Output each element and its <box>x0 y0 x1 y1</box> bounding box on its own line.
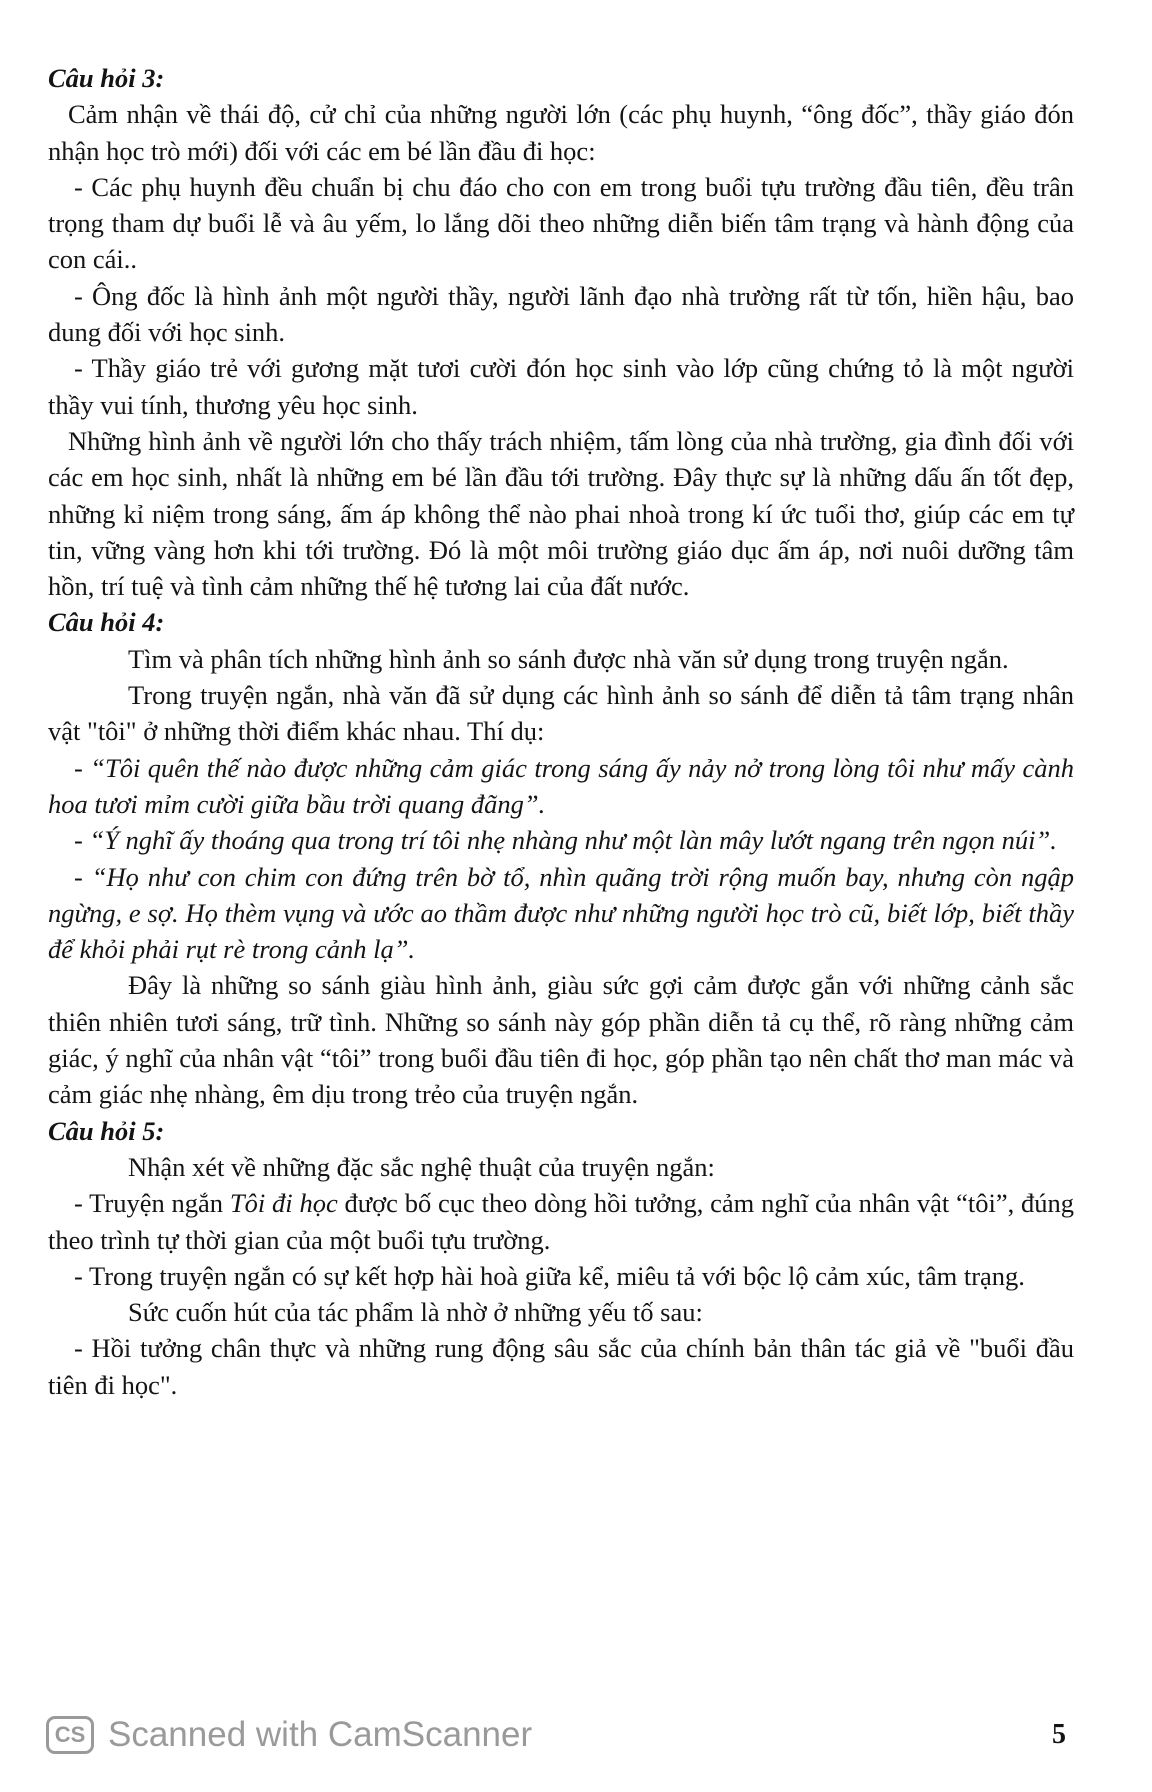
scanner-watermark: Scanned with CamScanner <box>108 1715 533 1754</box>
question-5-point-1 <box>48 1185 1074 1258</box>
question-3-intro: Cảm nhận về thái độ, cử chỉ của những người lớn (các phụ huynh, “ông đốc”, thầy giáo đón nhận học trò mới) đối với các em bé lần đầu đi học: <box>48 99 1074 166</box>
quote-bullet: - <box>74 752 91 783</box>
quote-2 <box>48 822 1074 858</box>
camscanner-logo-icon: CS <box>46 1716 94 1754</box>
point-suffix: được bố cục theo dòng hồi tưởng, cảm nghĩ của nhân vật “tôi”, đúng theo trình tự thời gian của một buổi tựu trường. <box>48 1188 1075 1255</box>
quote-text: “Họ như con chim con đứng trên bờ tổ, nhìn quãng trời rộng muốn bay, nhưng còn ngập ngừng, e sợ. Họ thèm vụng và ước ao thầm được như những người học trò cũ, biết lớp, biết thầy để khỏi phải rụt rè trong cảnh lạ”. <box>48 861 1074 965</box>
question-4-heading: Câu hỏi 4: <box>48 607 165 638</box>
quote-text: “Ý nghĩ ấy thoáng qua trong trí tôi nhẹ nhàng như một làn mây lướt ngang trên ngọn núi”. <box>89 825 1057 856</box>
quote-text: “Tôi quên thế nào được những cảm giác trong sáng ấy nảy nở trong lòng tôi như mấy cành hoa tươi mỉm cười giữa bầu trời quang đãng”. <box>48 752 1074 819</box>
question-5-appeal: Sức cuốn hút của tác phẩm là nhờ ở những yếu tố sau: <box>128 1297 703 1328</box>
question-4-analysis: Đây là những so sánh giàu hình ảnh, giàu sức gợi cảm được gắn với những cảnh sắc thiên nhiên tươi sáng, trữ tình. Những so sánh này góp phần diễn tả cụ thể, rõ ràng những cảm giác, ý nghĩ của nhân vật “tôi” trong buổi đầu tiên đi học, góp phần tạo nên chất thơ man mác và cảm giác nhẹ nhàng, êm dịu trong trẻo của truyện ngắn. <box>48 970 1074 1110</box>
question-4-intro: Trong truyện ngắn, nhà văn đã sử dụng các hình ảnh so sánh để diễn tả tâm trạng nhân vật "tôi" ở những thời điểm khác nhau. Thí dụ: <box>48 680 1074 747</box>
point-prefix: - Truyện ngắn <box>74 1188 230 1219</box>
quote-1 <box>48 750 1074 823</box>
question-3-summary: Những hình ảnh về người lớn cho thấy trách nhiệm, tấm lòng của nhà trường, gia đình đối với các em học sinh, nhất là những em bé lần đầu tới trường. Đây thực sự là những dấu ấn tốt đẹp, những kỉ niệm trong sáng, ấm áp không thể nào phai nhoà trong kí ức tuổi thơ, giúp các em tự tin, vững vàng hơn khi tới trường. Đó là một môi trường giáo dục ấm áp, nơi nuôi dưỡng tâm hồn, trí tuệ và tình cảm những thế hệ tương lai của đất nước. <box>48 425 1074 602</box>
question-4-prompt: Tìm và phân tích những hình ảnh so sánh được nhà văn sử dụng trong truyện ngắn. <box>128 643 1009 674</box>
question-3-point-3: - Thầy giáo trẻ với gương mặt tươi cười đón học sinh vào lớp cũng chứng tỏ là một người thầy vui tính, thương yêu học sinh. <box>48 353 1074 420</box>
question-3-heading: Câu hỏi 3: <box>48 63 165 93</box>
story-title: Tôi đi học <box>229 1188 338 1219</box>
question-5-heading: Câu hỏi 5: <box>48 1115 165 1146</box>
question-5-point-2: - Trong truyện ngắn có sự kết hợp hài hoà giữa kể, miêu tả với bộc lộ cảm xúc, tâm trạng. <box>74 1260 1025 1291</box>
quote-bullet: - <box>74 825 90 856</box>
question-3-point-1: - Các phụ huynh đều chuẩn bị chu đáo cho con em trong buổi tựu trường đầu tiên, đều trân trọng tham dự buổi lễ và âu yếm, lo lắng dõi theo những diễn biến tâm trạng và hành động của con cái.. <box>48 171 1074 275</box>
question-5-intro: Nhận xét về những đặc sắc nghệ thuật của truyện ngắn: <box>128 1151 715 1182</box>
page-footer <box>46 1712 1066 1762</box>
question-3-point-2: - Ông đốc là hình ảnh một người thầy, người lãnh đạo nhà trường rất từ tốn, hiền hậu, bao dung đối với học sinh. <box>48 280 1074 348</box>
question-5-point-3: - Hồi tưởng chân thực và những rung động sâu sắc của chính bản thân tác giả về "buổi đầu tiên đi học". <box>48 1333 1074 1400</box>
page-number: 5 <box>1052 1719 1066 1750</box>
quote-bullet: - <box>74 861 92 892</box>
page-content <box>48 60 1074 1403</box>
quote-3 <box>48 859 1074 968</box>
